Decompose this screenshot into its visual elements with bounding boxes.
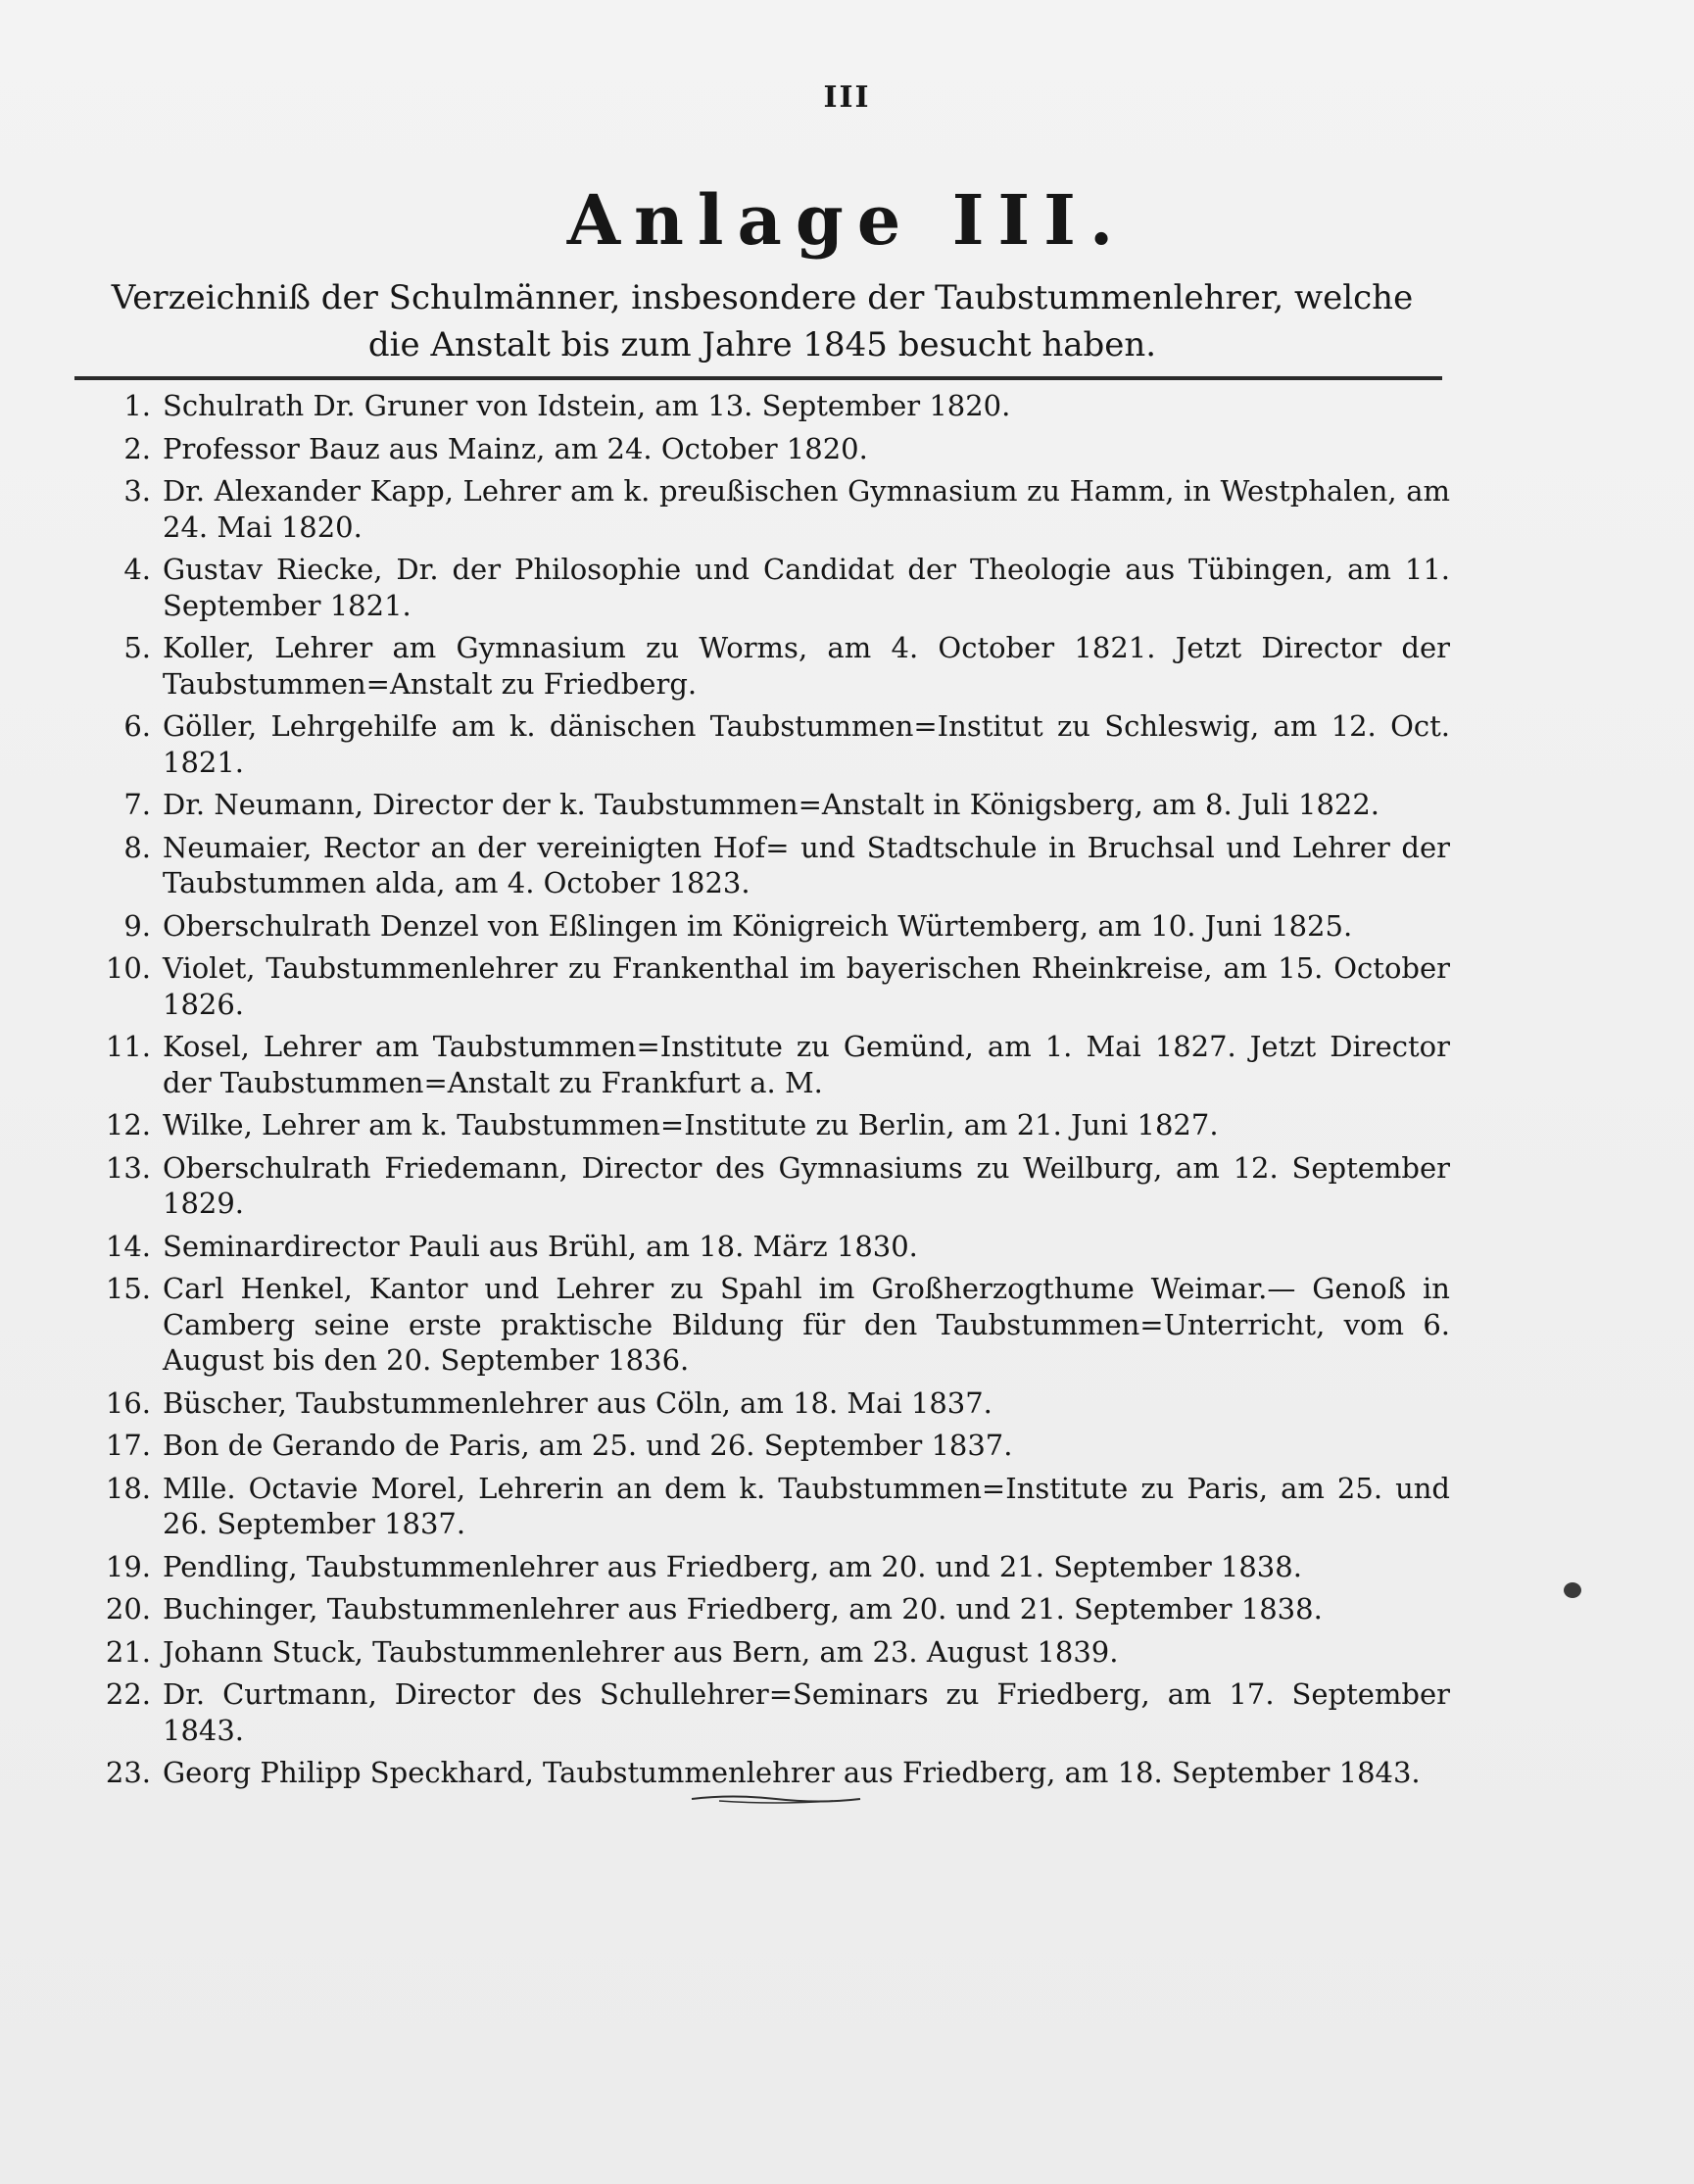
list-item — [82, 431, 1450, 467]
list-item-number: 8. — [123, 830, 151, 864]
list-item — [82, 708, 1450, 780]
list-item-number: 16. — [105, 1385, 151, 1420]
list-item — [82, 1549, 1450, 1585]
list-item-number: 14. — [105, 1229, 151, 1263]
list-item-text: Göller, Lehrgehilfe am k. dänischen Taubstummen=Institut zu Schleswig, am 12. Oct. 1821. — [163, 709, 1450, 779]
list-item-text: Buchinger, Taubstummenlehrer aus Friedberg, am 20. und 21. September 1838. — [163, 1592, 1323, 1626]
list-item-number: 5. — [123, 631, 151, 664]
list-item-text: Dr. Neumann, Director der k. Taubstummen=Anstalt in Königsberg, am 8. Juli 1822. — [163, 788, 1380, 821]
list-item-text: Johann Stuck, Taubstummenlehrer aus Bern, am 23. August 1839. — [163, 1634, 1119, 1669]
list-item — [82, 950, 1450, 1022]
list-item — [82, 552, 1450, 623]
list-item — [82, 1676, 1450, 1748]
list-item-text: Professor Bauz aus Mainz, am 24. October 1820. — [163, 431, 868, 465]
list-item-text: Dr. Alexander Kapp, Lehrer am k. preußischen Gymnasium zu Hamm, in Westphalen, am 24. Mai 1820. — [163, 474, 1450, 544]
ink-spot — [1564, 1582, 1581, 1598]
list-subtitle: Verzeichniß der Schulmänner, insbesondere der Taubstummenlehrer, welche die Anstalt bis zum Jahre 1845 besucht haben. — [111, 278, 1414, 364]
page-title: Anlage III. — [566, 179, 1128, 261]
list-item-number: 11. — [105, 1030, 151, 1063]
list-item — [82, 1107, 1450, 1143]
list-item-text: Büscher, Taubstummenlehrer aus Cöln, am 18. Mai 1837. — [163, 1385, 992, 1420]
list-item — [82, 388, 1450, 424]
list-item-number: 19. — [105, 1549, 151, 1583]
list-item-text: Seminardirector Pauli aus Brühl, am 18. März 1830. — [163, 1229, 918, 1263]
list-item — [82, 908, 1450, 945]
list-item-text: Violet, Taubstummenlehrer zu Frankenthal im bayerischen Rheinkreise, am 15. October 1826. — [163, 951, 1450, 1021]
list-item-number: 2. — [123, 431, 151, 465]
list-item — [82, 787, 1450, 823]
list-item-text: Kosel, Lehrer am Taubstummen=Institute zu Gemünd, am 1. Mai 1827. Jetzt Director der Taubstummen=Anstalt zu Frankfurt a. M. — [163, 1030, 1450, 1099]
list-item — [82, 630, 1450, 702]
list-item-number: 15. — [105, 1272, 151, 1305]
list-item — [82, 1471, 1450, 1542]
list-item-number: 13. — [105, 1150, 151, 1185]
list-item-number: 22. — [105, 1677, 151, 1711]
list-item-number: 6. — [123, 709, 151, 743]
list-item — [82, 1271, 1450, 1379]
list-item-text: Koller, Lehrer am Gymnasium zu Worms, am 4. October 1821. Jetzt Director der Taubstummen=Anstalt zu Friedberg. — [163, 631, 1450, 701]
list-item — [82, 1591, 1450, 1627]
list-item-number: 18. — [105, 1471, 151, 1505]
list-item-text: Oberschulrath Denzel von Eßlingen im Königreich Würtemberg, am 10. Juni 1825. — [163, 908, 1353, 943]
list-item-number: 1. — [123, 389, 151, 422]
closing-flourish — [690, 1793, 862, 1805]
list-item — [82, 1634, 1450, 1671]
list-item-text: Bon de Gerando de Paris, am 25. und 26. September 1837. — [163, 1429, 1013, 1462]
list-item-number: 9. — [123, 908, 151, 943]
list-item-number: 12. — [105, 1108, 151, 1141]
list-item-text: Neumaier, Rector an der vereinigten Hof= und Stadtschule in Bruchsal und Lehrer der Taubstummen alda, am 4. October 1823. — [163, 830, 1450, 899]
list-item-number: 3. — [123, 474, 151, 508]
list-item-number: 17. — [105, 1429, 151, 1462]
page-number: III — [823, 80, 871, 115]
list-item — [82, 830, 1450, 901]
list-item-text: Schulrath Dr. Gruner von Idstein, am 13. September 1820. — [163, 389, 1011, 422]
list-item — [82, 1755, 1450, 1791]
list-item-number: 23. — [105, 1756, 151, 1789]
list-item — [82, 1150, 1450, 1222]
list-item — [82, 1229, 1450, 1265]
list-item-text: Wilke, Lehrer am k. Taubstummen=Institute zu Berlin, am 21. Juni 1827. — [163, 1108, 1219, 1141]
list-item-text: Mlle. Octavie Morel, Lehrerin an dem k. Taubstummen=Institute zu Paris, am 25. und 26. September 1837. — [163, 1471, 1450, 1540]
list-item-text: Carl Henkel, Kantor und Lehrer zu Spahl im Großherzogthume Weimar.— Genoß in Camberg seine erste praktische Bildung für den Taubstummen=Unterricht, vom 6. August bis den 20. September 1836. — [163, 1272, 1450, 1377]
list-item — [82, 1029, 1450, 1100]
list-item-number: 4. — [123, 553, 151, 586]
list-item-text: Oberschulrath Friedemann, Director des Gymnasiums zu Weilburg, am 12. September 1829. — [163, 1150, 1450, 1220]
list-item — [82, 1385, 1450, 1422]
list-item — [82, 473, 1450, 545]
list-item-number: 10. — [105, 951, 151, 985]
list-item-number: 21. — [105, 1634, 151, 1669]
list-item-text: Pendling, Taubstummenlehrer aus Friedberg, am 20. und 21. September 1838. — [163, 1549, 1302, 1583]
list-item — [82, 1428, 1450, 1464]
list-item-number: 20. — [105, 1592, 151, 1626]
list-item-text: Georg Philipp Speckhard, Taubstummenlehrer aus Friedberg, am 18. September 1843. — [163, 1756, 1421, 1789]
list-item-text: Gustav Riecke, Dr. der Philosophie und Candidat der Theologie aus Tübingen, am 11. September 1821. — [163, 553, 1450, 622]
list-item-number: 7. — [123, 788, 151, 821]
list-item-text: Dr. Curtmann, Director des Schullehrer=Seminars zu Friedberg, am 17. September 1843. — [163, 1677, 1450, 1747]
title-rule — [74, 376, 1442, 380]
visitor-list — [82, 388, 1450, 1789]
